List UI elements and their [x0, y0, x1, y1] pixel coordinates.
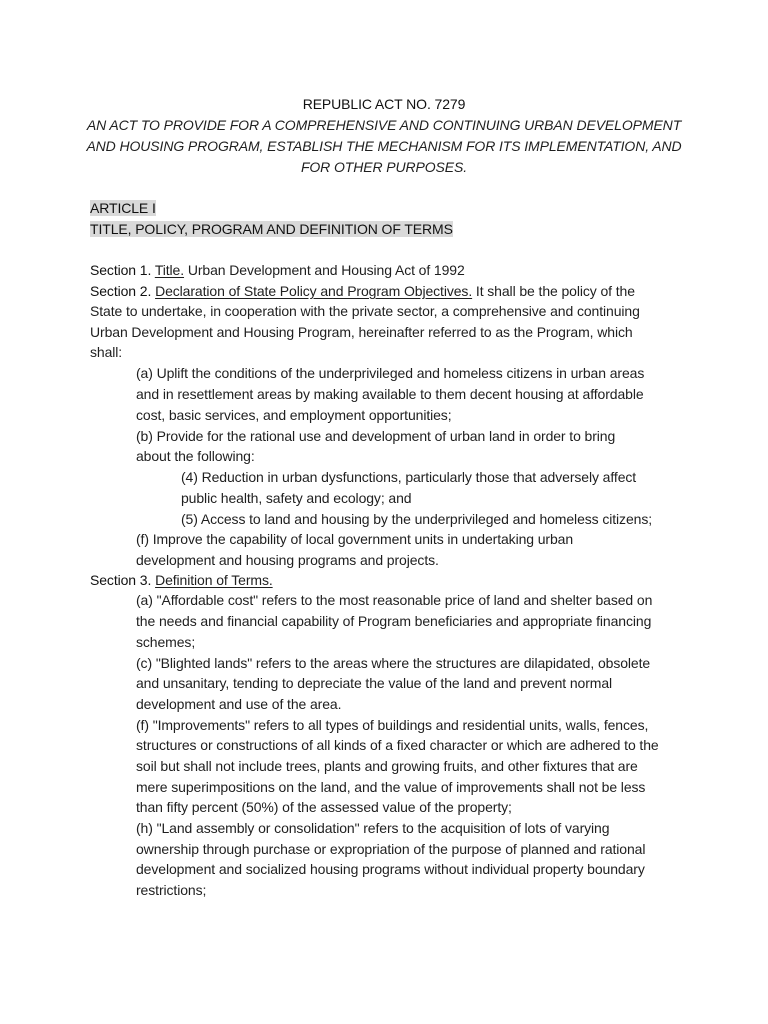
list-item: (f) "Improvements" refers to all types of buildings and residential units, walls, fences, — [136, 717, 649, 733]
section-topic: Declaration of State Policy and Program Objectives. — [155, 283, 473, 299]
list-item: (h) "Land assembly or consolidation" refers to the acquisition of lots of varying — [136, 820, 610, 836]
list-item: and in resettlement areas by making available to them decent housing at affordable — [136, 386, 644, 402]
sub-list-item: (4) Reduction in urban dysfunctions, particularly those that adversely affect — [181, 469, 637, 485]
article-label — [90, 198, 156, 218]
list-item: development and use of the area. — [136, 696, 342, 712]
list-item: development and socialized housing programs without individual property boundary — [136, 861, 645, 877]
subtitle-line: AND HOUSING PROGRAM, ESTABLISH THE MECHANISM FOR ITS IMPLEMENTATION, AND — [86, 138, 682, 154]
section-text: Urban Development and Housing Act of 1992 — [184, 262, 465, 278]
body-line: State to undertake, in cooperation with the private sector, a comprehensive and continuing — [90, 303, 640, 319]
list-item: cost, basic services, and employment opportunities; — [136, 407, 452, 423]
list-item: soil but shall not include trees, plants and growing fruits, and other fixtures that are — [136, 758, 638, 774]
section-label: Section 3. — [90, 572, 152, 588]
list-item: development and housing programs and projects. — [136, 552, 439, 568]
list-item: mere superimpositions on the land, and the value of improvements shall not be less — [136, 779, 646, 795]
list-item: (b) Provide for the rational use and development of urban land in order to bring — [136, 428, 616, 444]
section-text: It shall be the policy of the — [472, 283, 635, 299]
section-label: Section 2. — [90, 283, 152, 299]
body-line: Urban Development and Housing Program, hereinafter referred to as the Program, which — [90, 324, 633, 340]
section-2 — [90, 281, 635, 301]
document-title: REPUBLIC ACT NO. 7279 — [302, 96, 466, 112]
body-line: shall: — [90, 344, 123, 360]
list-item: (f) Improve the capability of local government units in undertaking urban — [136, 531, 574, 547]
list-item: (c) "Blighted lands" refers to the areas where the structures are dilapidated, obsolete — [136, 655, 651, 671]
article-heading-text: TITLE, POLICY, PROGRAM AND DEFINITION OF TERMS — [90, 221, 453, 237]
list-item: the needs and financial capability of Program beneficiaries and appropriate financing — [136, 613, 652, 629]
article-label-text: ARTICLE I — [90, 200, 156, 216]
article-heading — [90, 219, 453, 239]
list-item: and unsanitary, tending to depreciate the value of the land and prevent normal — [136, 675, 613, 691]
section-3 — [90, 570, 273, 590]
list-item: (a) "Affordable cost" refers to the most reasonable price of land and shelter based on — [136, 592, 653, 608]
sub-list-item: (5) Access to land and housing by the underprivileged and homeless citizens; — [181, 511, 653, 527]
section-topic: Title. — [154, 262, 185, 278]
sub-list-item: public health, safety and ecology; and — [181, 490, 412, 506]
list-item: schemes; — [136, 634, 196, 650]
subtitle-line: FOR OTHER PURPOSES. — [300, 159, 468, 175]
list-item: than fifty percent (50%) of the assessed value of the property; — [136, 799, 512, 815]
list-item: restrictions; — [136, 882, 207, 898]
section-topic: Definition of Terms. — [155, 572, 273, 588]
subtitle-line: AN ACT TO PROVIDE FOR A COMPREHENSIVE AND CONTINUING URBAN DEVELOPMENT — [86, 117, 682, 133]
section-1 — [90, 260, 465, 280]
list-item: (a) Uplift the conditions of the underprivileged and homeless citizens in urban areas — [136, 365, 645, 381]
list-item: structures or constructions of all kinds of a fixed character or which are adhered to the — [136, 737, 659, 753]
section-label: Section 1. — [90, 262, 152, 278]
list-item: about the following: — [136, 448, 255, 464]
list-item: ownership through purchase or expropriation of the purpose of planned and rational — [136, 841, 646, 857]
